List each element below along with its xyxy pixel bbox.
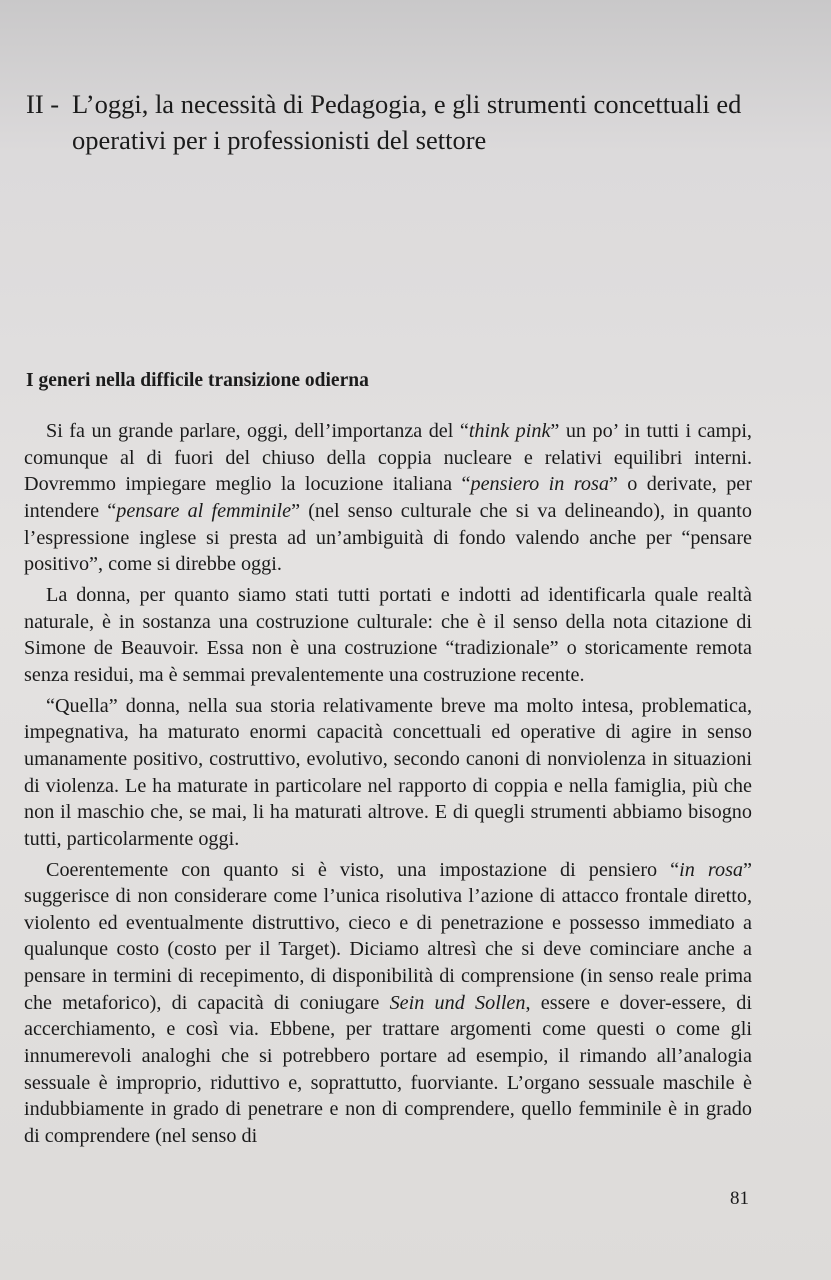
paragraph-1-text-c: ” un po’ in tutti i campi, comunque al di fuori del chiuso della coppia nucleare e relativi equilibri interni. Dovremmo impiegare meglio la locuzione italiana “ [24,420,752,496]
paragraph-4-text-c: ” suggerisce di non considerare come l’unica risolutiva l’azione di attacco frontale diretto, violento ed eventualmente distruttivo, cieco e di penetrazione e possesso immediato a qualunque costo (costo per il Target). Diciamo altresì che si deve cominciare anche a pensare in termini di recepimento, di disponibilità di comprensione (in senso reale prima che metaforico), di capacità di coniugare [24,858,752,1014]
paragraph-1-italic-think-pink: think pink [468,420,551,442]
chapter-title: L’oggi, la necessità di Pedagogia, e gli strumenti concettuali ed operativi per i professionisti del settore [72,89,742,155]
paragraph-4-italic-in-rosa: in rosa [679,858,744,881]
page-number: 81 [730,1188,749,1209]
paragraph-2: La donna, per quanto siamo stati tutti portati e indotti ad identificarla quale realtà naturale, è in sostanza una costruzione culturale: che è il senso della nota citazione di Simone de Beauvoir. Essa non è una costruzione “tradizionale” o storicamente remota senza residui, ma è semmai prevalentemente una costruzione recente. [24,583,752,686]
paragraph-1-italic-pensare-al-femminile: pensare al femminile [116,499,292,522]
paragraph-4-text-e: , essere e dover-essere, di accerchiamento, e così via. Ebbene, per trattare argomenti come questi o come gli innumerevoli analoghi che si potrebbero portare ad esempio, il rimando all’analogia sessuale è improprio, riduttivo e, soprattutto, fuorviante. L’organo sessuale maschile è indubbiamente in grado di penetrare e non di comprendere, quello femminile è in grado di comprendere (nel senso di [24,991,753,1148]
body-text [24,418,752,1150]
chapter-number: II - [26,89,60,119]
paragraph-3: “Quella” donna, nella sua storia relativamente breve ma molto intesa, problematica, impegnativa, ha maturato enormi capacità concettuali ed operative di agire in senso umanamente positivo, costruttivo, evolutivo, secondo canoni di nonviolenza in situazioni di violenza. Le ha maturate in particolare nel rapporto di coppia e nella famiglia, più che non il maschio che, se mai, li ha maturati altrove. E di quegli strumenti abbiamo bisogno tutti, particolarmente oggi. [24,694,752,850]
paragraph-4-italic-sein-und-sollen: Sein und Sollen [389,991,526,1014]
paragraph-4-text-a: Coerentemente con quanto si è visto, una impostazione di pensiero “ [46,858,680,881]
paragraph-1 [24,418,752,578]
section-heading: I generi nella difficile transizione odierna [26,370,369,391]
paragraph-4 [24,857,752,1150]
paragraph-1-italic-pensiero-in-rosa: pensiero in rosa [470,473,609,496]
paragraph-1-text-a: Si fa un grande parlare, oggi, dell’importanza del “ [46,420,469,442]
paragraph-1-text-e: ” o derivate, per intendere “ [24,473,752,522]
paragraph-1-text-g: ” (nel senso culturale che si va delineando), in quanto l’espressione inglese si presta ad un’ambiguità di fondo valendo anche per “pensare positivo”, come si direbbe oggi. [24,499,752,576]
